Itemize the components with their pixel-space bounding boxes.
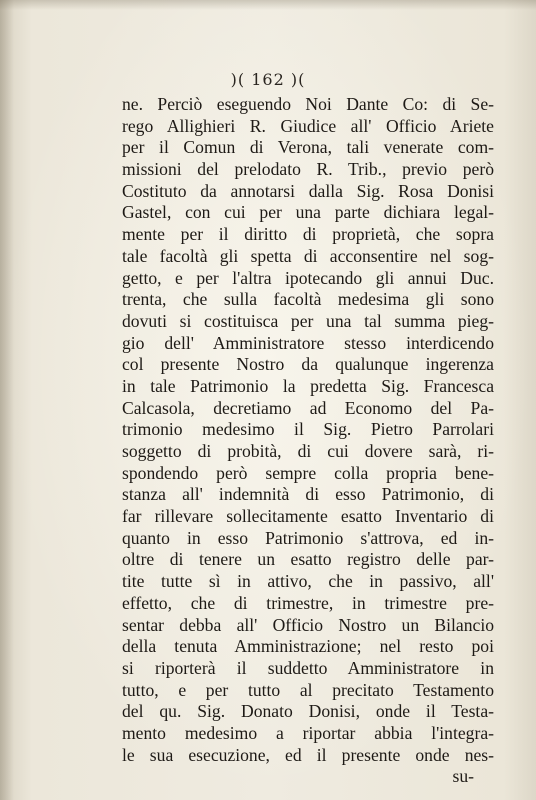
text-line: Gastel, con cui per una parte dichiara legal- [122, 202, 494, 223]
text-line: getto, e per l'altra ipotecando gli annui Duc. [122, 267, 494, 288]
text-line: mento medesimo a riportar abbia l'integra- [122, 722, 494, 743]
catchword: su- [452, 766, 474, 787]
text-line: si riporterà il suddetto Amministratore in [122, 657, 494, 678]
text-line: quanto in esso Patrimonio s'attrova, ed in- [122, 527, 494, 548]
body-text [122, 94, 494, 788]
page-top-shadow [0, 0, 536, 10]
page-number: )( 162 )( [230, 70, 306, 89]
text-line: della tenuta Amministrazione; nel resto poi [122, 636, 494, 657]
text-line: per il Comun di Verona, tali venerate com- [122, 137, 494, 158]
text-line: spondendo però sempre colla propria bene- [122, 462, 494, 483]
text-line: del qu. Sig. Donato Donisi, onde il Testa- [122, 701, 494, 722]
text-line: oltre di tenere un esatto registro delle par- [122, 549, 494, 570]
text-line: Costituto da annotarsi dalla Sig. Rosa Donisi [122, 180, 494, 201]
text-line: far rillevare sollecitamente esatto Inventario di [122, 506, 494, 527]
text-line: sentar debba all' Officio Nostro un Bilancio [122, 614, 494, 635]
text-line: le sua esecuzione, ed il presente onde nes- [122, 744, 494, 765]
text-line: stanza all' indemnità di esso Patrimonio, di [122, 484, 494, 505]
text-line: ne. Perciò eseguendo Noi Dante Co: di Se- [122, 94, 494, 114]
text-line: in tale Patrimonio la predetta Sig. Francesca [122, 375, 494, 396]
text-line: Calcasola, decretiamo ad Economo del Pa- [122, 397, 494, 418]
text-line: gio dell' Amministratore stesso interdicendo [122, 332, 494, 353]
page-edge-shadow [0, 0, 14, 800]
text-line: effetto, che di trimestre, in trimestre pre- [122, 592, 494, 613]
text-line: tite tutte sì in attivo, che in passivo, all' [122, 571, 494, 592]
text-line: dovuti si costituisca per una tal summa pieg- [122, 310, 494, 331]
text-line: mente per il diritto di proprietà, che sopra [122, 224, 494, 245]
text-line: missioni del prelodato R. Trib., previo però [122, 159, 494, 180]
text-line: trenta, che sulla facoltà medesima gli sono [122, 289, 494, 310]
text-line: col presente Nostro da qualunque ingerenza [122, 354, 494, 375]
text-line: tutto, e per tutto al precitato Testamento [122, 679, 494, 700]
text-line: soggetto di probità, di cui dovere sarà, ri- [122, 441, 494, 461]
text-line: rego Allighieri R. Giudice all' Officio Ariete [122, 115, 494, 136]
text-line: tale facoltà gli spetta di acconsentire nel sog- [122, 245, 494, 266]
text-line: trimonio medesimo il Sig. Pietro Parrolari [122, 419, 494, 440]
